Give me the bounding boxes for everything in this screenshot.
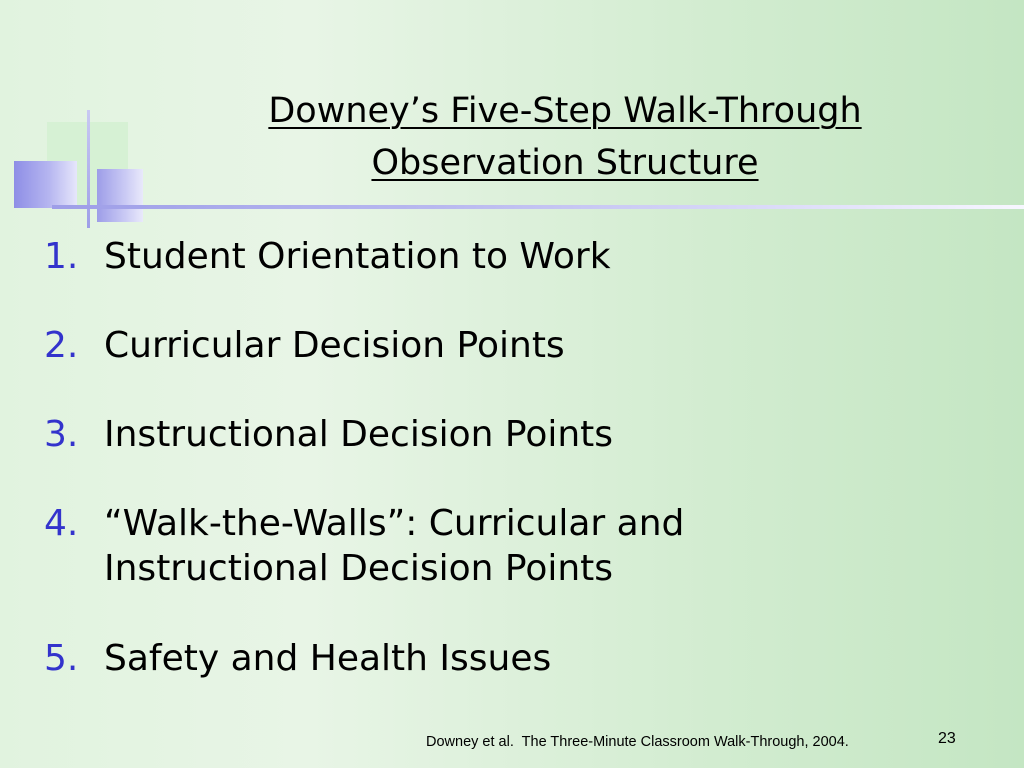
decorative-light-blue-square [97,169,143,222]
step-text: Instructional Decision Points [104,414,614,455]
slide-title [160,85,970,189]
page-number: 23 [938,730,956,747]
citation: Downey et al. The Three-Minute Classroom Walk-Through, 2004. [426,734,849,750]
list-item [44,234,964,279]
title-line-2: Observation Structure [371,143,759,183]
step-number: 2. [44,325,79,366]
step-text-line-1: “Walk-the-Walls”: Curricular and [104,503,685,544]
title-divider-line [52,205,1024,209]
list-item [44,412,964,457]
list-item [44,636,964,681]
decorative-blue-square [14,161,77,208]
decorative-vertical-line [87,110,90,228]
step-text: Safety and Health Issues [104,638,552,679]
step-text: Curricular Decision Points [104,325,565,366]
step-number: 3. [44,414,79,455]
list-item [44,501,964,591]
step-number: 5. [44,638,79,679]
step-list [44,234,964,725]
list-item [44,323,964,368]
step-number: 1. [44,236,79,277]
step-text: Student Orientation to Work [104,236,611,277]
step-text-line-2: Instructional Decision Points [104,548,614,589]
title-line-1: Downey’s Five-Step Walk-Through [268,91,862,131]
step-number: 4. [44,503,79,544]
